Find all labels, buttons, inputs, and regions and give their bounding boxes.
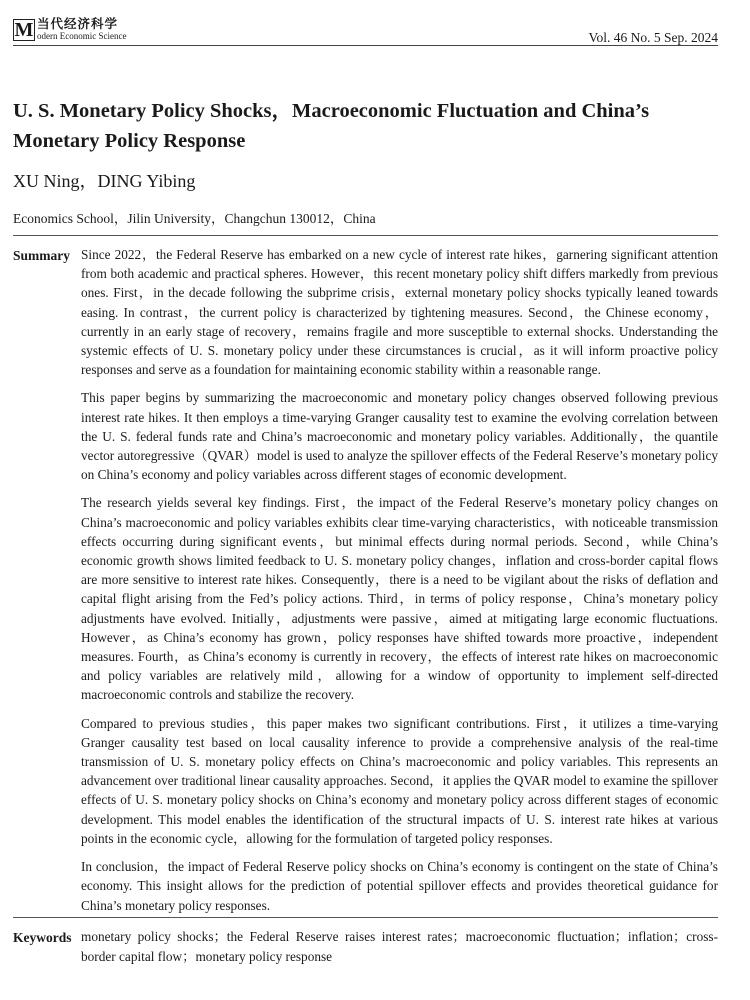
author-affiliation: Economics School，Jilin University，Changchun 130012，China bbox=[13, 211, 376, 226]
journal-logo bbox=[13, 18, 126, 41]
summary-paragraph: The research yields several key findings. First，the impact of the Federal Reserve’s monetary policy changes on China’s macroeconomic and policy variables exhibits clear time-varying characteristics，with noticeable transmission effects occurring during significant events，but minimal effects during normal periods. Second，while China’s economic growth shows limited feedback to U. S. monetary policy changes，inflation and cross-border capital flows are more sensitive to interest rate hikes. Consequently，there is a need to be vigilant about the risks of deflation and capital flight arising from the Fed’s policy actions. Third，in terms of policy response，China’s monetary policy adjustments have evolved. Initially，adjustments were passive，aimed at mitigating large economic fluctuations. However，as China’s economy has grown，policy responses have shifted towards more proactive，independent measures. Fourth，as China’s economy is currently in recovery，the effects of interest rate hikes on macroeconomic and policy variables are relatively mild，allowing for a window of opportunity to implement self-directed macroeconomic controls and stabilize the recovery. bbox=[81, 495, 718, 703]
summary-label: Summary bbox=[13, 248, 70, 263]
journal-logo-mark: M bbox=[14, 18, 34, 41]
article-title: U. S. Monetary Policy Shocks，Macroeconomic Fluctuation and China’s Monetary Policy Response bbox=[13, 100, 650, 152]
summary-body bbox=[81, 245, 718, 924]
summary-paragraph: Since 2022，the Federal Reserve has embarked on a new cycle of interest rate hikes，garnering significant attention from both academic and practical spheres. However，this recent monetary policy shift differs markedly from previous ones. First，in the decade following the subprime crisis，external monetary policy shocks typically leaned towards easing. In contrast，the current policy is characterized by tightening measures. Second，the Chinese economy，currently in an early stage of recovery，remains fragile and more susceptible to external shocks. Understanding the systemic effects of U. S. monetary policy under these circumstances is crucial，as it will inform proactive policy responses and serve as a foundation for maintaining economic stability within a reasonable range. bbox=[81, 247, 718, 378]
keywords-text: monetary policy shocks；the Federal Reserve raises interest rates；macroeconomic fluctuation；inflation；cross-border capital flow；monetary policy response bbox=[81, 929, 718, 964]
section-divider-top bbox=[13, 235, 718, 236]
journal-name-english: odern Economic Science bbox=[37, 30, 127, 41]
volume-issue: Vol. 46 No. 5 Sep. 2024 bbox=[588, 30, 718, 45]
summary-paragraph: This paper begins by summarizing the macroeconomic and monetary policy changes observed following previous interest rate hikes. It then employs a time-varying Granger causality test to examine the evolving correlation between the U. S. federal funds rate and China’s macroeconomic and monetary policy variables. Additionally，the quantile vector autoregressive（QVAR）model is used to analyze the spillover effects of the Federal Reserve’s monetary policy on China’s economy and policy variables across different stages of economic development. bbox=[81, 390, 718, 483]
journal-header bbox=[13, 16, 718, 46]
summary-paragraph: In conclusion，the impact of Federal Reserve policy shocks on China’s economy is contingent on the state of China’s economy. This insight allows for the prediction of potential spillover effects and provides theoretical guidance for China’s monetary policy responses. bbox=[81, 859, 718, 913]
header-divider bbox=[13, 45, 718, 46]
article-authors: XU Ning，DING Yibing bbox=[13, 171, 196, 191]
section-divider-bottom bbox=[13, 917, 718, 918]
summary-paragraph: Compared to previous studies，this paper makes two significant contributions. First，it utilizes a time-varying Granger causality test based on local causality inference to provide a comprehensive analysis of the real-time transmission of U. S. monetary policy effects on China’s macroeconomic and policy variables. This represents an advancement over traditional linear causality approaches. Second，it applies the QVAR model to examine the spillover effects of U. S. monetary policy shocks on China’s economy and monetary policy across different stages of economic development. This model enables the identification of the structural impacts of U. S. interest rate hikes at various points in the economic cycle，allowing for the formulation of targeted policy responses. bbox=[81, 715, 718, 846]
journal-name-chinese: 当代经济科学 bbox=[37, 16, 119, 31]
keywords-label: Keywords bbox=[13, 930, 72, 945]
